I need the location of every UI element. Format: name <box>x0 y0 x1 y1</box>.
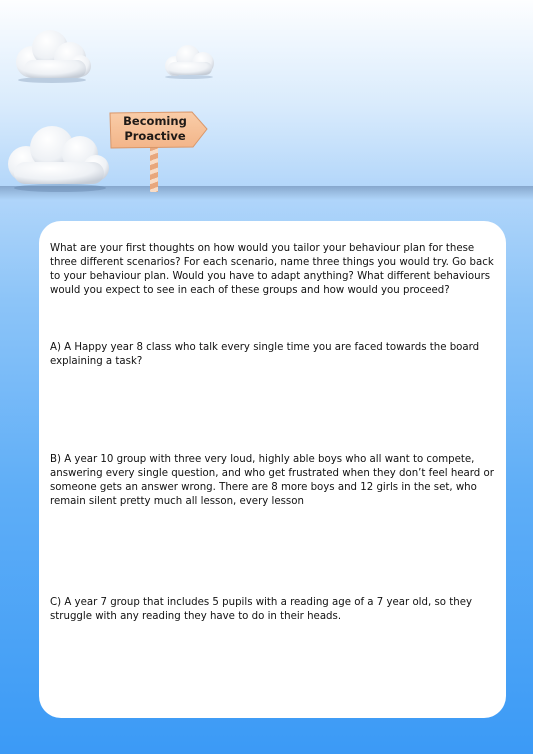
sign-title <box>110 114 200 144</box>
scenario-a: A) A Happy year 8 class who talk every single time you are faced towards the board explaining a task? <box>50 342 480 367</box>
sign-title-line-1: Becoming <box>123 114 187 128</box>
sign-title-line-2: Proactive <box>124 129 186 143</box>
cloud-icon <box>4 124 112 194</box>
horizon-shadow <box>0 186 533 200</box>
signpost <box>104 108 214 192</box>
sign-post <box>150 146 158 192</box>
scenario-b: B) A year 10 group with three very loud, highly able boys who all want to compete, answering every single question, and who get frustrated when they don’t feel heard or someone gets an answer wrong. There are 8 more boys and 12 girls in the set, who remain silent pretty much all lesson, every lesson <box>50 454 494 507</box>
scenario-c: C) A year 7 group that includes 5 pupils with a reading age of a 7 year old, so they struggle with any reading they have to do in their heads. <box>50 597 472 622</box>
cloud-icon <box>10 26 94 86</box>
content-card <box>39 221 506 718</box>
intro-paragraph: What are your first thoughts on how would you tailor your behaviour plan for these three different scenarios? For each scenario, name three things you would try. Go back to your behaviour plan. Would you have to adapt anything? What different behaviours would you expect to see in each of these groups and how would you proceed? <box>50 243 494 296</box>
cloud-icon <box>160 42 218 80</box>
